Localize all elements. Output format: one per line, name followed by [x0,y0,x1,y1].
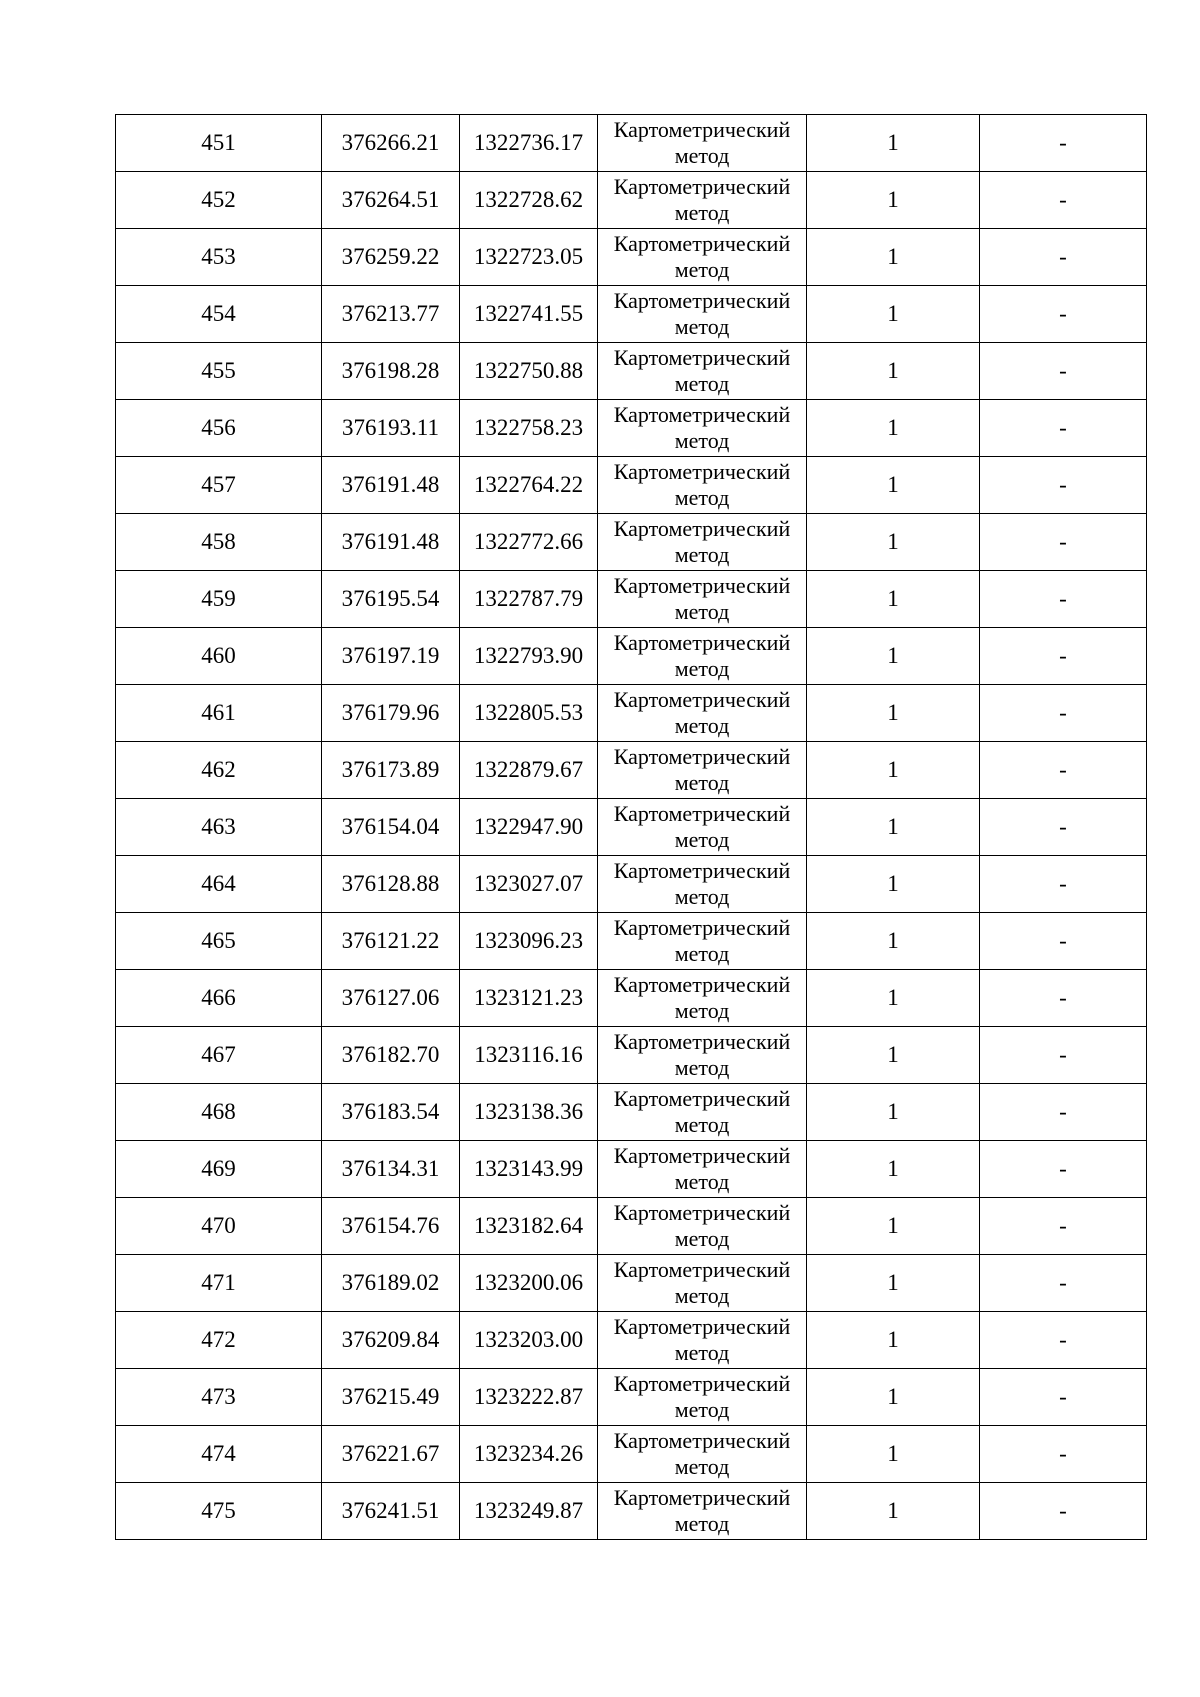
method-cell: Картометрический метод [598,1369,807,1426]
table-row [116,1312,1147,1369]
y-coordinate-cell: 1323143.99 [460,1141,598,1198]
method-cell: Картометрический метод [598,286,807,343]
table-row [116,229,1147,286]
table-row [116,913,1147,970]
y-coordinate-cell: 1322750.88 [460,343,598,400]
x-coordinate-cell: 376154.76 [322,1198,460,1255]
point-number-cell: 467 [116,1027,322,1084]
method-cell: Картометрический метод [598,799,807,856]
y-coordinate-cell: 1323116.16 [460,1027,598,1084]
x-coordinate-cell: 376198.28 [322,343,460,400]
description-cell: - [980,343,1147,400]
point-number-cell: 453 [116,229,322,286]
table-row [116,457,1147,514]
method-cell: Картометрический метод [598,400,807,457]
accuracy-cell: 1 [807,970,980,1027]
description-cell: - [980,571,1147,628]
description-cell: - [980,628,1147,685]
x-coordinate-cell: 376215.49 [322,1369,460,1426]
y-coordinate-cell: 1323249.87 [460,1483,598,1540]
method-cell: Картометрический метод [598,1141,807,1198]
point-number-cell: 451 [116,115,322,172]
accuracy-cell: 1 [807,856,980,913]
x-coordinate-cell: 376221.67 [322,1426,460,1483]
table-row [116,400,1147,457]
method-cell: Картометрический метод [598,856,807,913]
table-row [116,685,1147,742]
coordinates-table [115,114,1147,1540]
x-coordinate-cell: 376241.51 [322,1483,460,1540]
x-coordinate-cell: 376197.19 [322,628,460,685]
description-cell: - [980,1141,1147,1198]
x-coordinate-cell: 376209.84 [322,1312,460,1369]
description-cell: - [980,685,1147,742]
description-cell: - [980,1369,1147,1426]
description-cell: - [980,856,1147,913]
accuracy-cell: 1 [807,229,980,286]
table-row [116,1483,1147,1540]
method-cell: Картометрический метод [598,229,807,286]
method-cell: Картометрический метод [598,628,807,685]
description-cell: - [980,400,1147,457]
table-row [116,1198,1147,1255]
point-number-cell: 460 [116,628,322,685]
accuracy-cell: 1 [807,1369,980,1426]
description-cell: - [980,457,1147,514]
description-cell: - [980,970,1147,1027]
table-row [116,115,1147,172]
y-coordinate-cell: 1322723.05 [460,229,598,286]
table-row [116,571,1147,628]
method-cell: Картометрический метод [598,343,807,400]
method-cell: Картометрический метод [598,1027,807,1084]
y-coordinate-cell: 1322947.90 [460,799,598,856]
x-coordinate-cell: 376121.22 [322,913,460,970]
table-row [116,1084,1147,1141]
x-coordinate-cell: 376191.48 [322,457,460,514]
accuracy-cell: 1 [807,1483,980,1540]
point-number-cell: 475 [116,1483,322,1540]
accuracy-cell: 1 [807,913,980,970]
description-cell: - [980,1255,1147,1312]
x-coordinate-cell: 376259.22 [322,229,460,286]
point-number-cell: 473 [116,1369,322,1426]
method-cell: Картометрический метод [598,742,807,799]
y-coordinate-cell: 1322772.66 [460,514,598,571]
y-coordinate-cell: 1323121.23 [460,970,598,1027]
y-coordinate-cell: 1323138.36 [460,1084,598,1141]
y-coordinate-cell: 1322741.55 [460,286,598,343]
method-cell: Картометрический метод [598,1483,807,1540]
method-cell: Картометрический метод [598,685,807,742]
y-coordinate-cell: 1322728.62 [460,172,598,229]
coordinates-table-body [116,115,1147,1540]
table-row [116,742,1147,799]
table-row [116,1027,1147,1084]
method-cell: Картометрический метод [598,514,807,571]
point-number-cell: 463 [116,799,322,856]
accuracy-cell: 1 [807,571,980,628]
point-number-cell: 461 [116,685,322,742]
point-number-cell: 468 [116,1084,322,1141]
accuracy-cell: 1 [807,742,980,799]
y-coordinate-cell: 1322764.22 [460,457,598,514]
point-number-cell: 471 [116,1255,322,1312]
point-number-cell: 472 [116,1312,322,1369]
description-cell: - [980,1198,1147,1255]
method-cell: Картометрический метод [598,970,807,1027]
method-cell: Картометрический метод [598,172,807,229]
point-number-cell: 466 [116,970,322,1027]
point-number-cell: 469 [116,1141,322,1198]
table-row [116,1141,1147,1198]
description-cell: - [980,514,1147,571]
point-number-cell: 462 [116,742,322,799]
accuracy-cell: 1 [807,343,980,400]
accuracy-cell: 1 [807,1198,980,1255]
accuracy-cell: 1 [807,115,980,172]
description-cell: - [980,913,1147,970]
table-row [116,343,1147,400]
x-coordinate-cell: 376266.21 [322,115,460,172]
x-coordinate-cell: 376195.54 [322,571,460,628]
point-number-cell: 465 [116,913,322,970]
accuracy-cell: 1 [807,1312,980,1369]
x-coordinate-cell: 376264.51 [322,172,460,229]
method-cell: Картометрический метод [598,1084,807,1141]
method-cell: Картометрический метод [598,1255,807,1312]
accuracy-cell: 1 [807,1027,980,1084]
point-number-cell: 459 [116,571,322,628]
point-number-cell: 457 [116,457,322,514]
accuracy-cell: 1 [807,400,980,457]
y-coordinate-cell: 1322787.79 [460,571,598,628]
description-cell: - [980,1426,1147,1483]
x-coordinate-cell: 376179.96 [322,685,460,742]
description-cell: - [980,1483,1147,1540]
table-row [116,514,1147,571]
accuracy-cell: 1 [807,172,980,229]
description-cell: - [980,1312,1147,1369]
point-number-cell: 454 [116,286,322,343]
x-coordinate-cell: 376193.11 [322,400,460,457]
point-number-cell: 455 [116,343,322,400]
description-cell: - [980,1084,1147,1141]
description-cell: - [980,172,1147,229]
table-row [116,799,1147,856]
point-number-cell: 474 [116,1426,322,1483]
point-number-cell: 470 [116,1198,322,1255]
point-number-cell: 464 [116,856,322,913]
method-cell: Картометрический метод [598,1312,807,1369]
description-cell: - [980,742,1147,799]
accuracy-cell: 1 [807,1084,980,1141]
accuracy-cell: 1 [807,799,980,856]
table-row [116,970,1147,1027]
point-number-cell: 458 [116,514,322,571]
accuracy-cell: 1 [807,514,980,571]
description-cell: - [980,286,1147,343]
x-coordinate-cell: 376183.54 [322,1084,460,1141]
accuracy-cell: 1 [807,628,980,685]
y-coordinate-cell: 1322805.53 [460,685,598,742]
description-cell: - [980,229,1147,286]
y-coordinate-cell: 1322758.23 [460,400,598,457]
y-coordinate-cell: 1322879.67 [460,742,598,799]
table-row [116,1255,1147,1312]
x-coordinate-cell: 376173.89 [322,742,460,799]
y-coordinate-cell: 1323096.23 [460,913,598,970]
method-cell: Картометрический метод [598,913,807,970]
table-row [116,628,1147,685]
y-coordinate-cell: 1322736.17 [460,115,598,172]
accuracy-cell: 1 [807,286,980,343]
accuracy-cell: 1 [807,457,980,514]
accuracy-cell: 1 [807,1426,980,1483]
y-coordinate-cell: 1323234.26 [460,1426,598,1483]
x-coordinate-cell: 376134.31 [322,1141,460,1198]
accuracy-cell: 1 [807,1141,980,1198]
x-coordinate-cell: 376213.77 [322,286,460,343]
table-row [116,1426,1147,1483]
method-cell: Картометрический метод [598,115,807,172]
x-coordinate-cell: 376182.70 [322,1027,460,1084]
x-coordinate-cell: 376189.02 [322,1255,460,1312]
point-number-cell: 456 [116,400,322,457]
method-cell: Картометрический метод [598,1198,807,1255]
table-row [116,1369,1147,1426]
method-cell: Картометрический метод [598,457,807,514]
y-coordinate-cell: 1323182.64 [460,1198,598,1255]
table-row [116,286,1147,343]
table-row [116,172,1147,229]
method-cell: Картометрический метод [598,1426,807,1483]
accuracy-cell: 1 [807,1255,980,1312]
accuracy-cell: 1 [807,685,980,742]
y-coordinate-cell: 1323222.87 [460,1369,598,1426]
y-coordinate-cell: 1323200.06 [460,1255,598,1312]
description-cell: - [980,799,1147,856]
x-coordinate-cell: 376191.48 [322,514,460,571]
x-coordinate-cell: 376127.06 [322,970,460,1027]
table-row [116,856,1147,913]
y-coordinate-cell: 1323203.00 [460,1312,598,1369]
description-cell: - [980,1027,1147,1084]
x-coordinate-cell: 376154.04 [322,799,460,856]
point-number-cell: 452 [116,172,322,229]
description-cell: - [980,115,1147,172]
y-coordinate-cell: 1322793.90 [460,628,598,685]
method-cell: Картометрический метод [598,571,807,628]
x-coordinate-cell: 376128.88 [322,856,460,913]
y-coordinate-cell: 1323027.07 [460,856,598,913]
